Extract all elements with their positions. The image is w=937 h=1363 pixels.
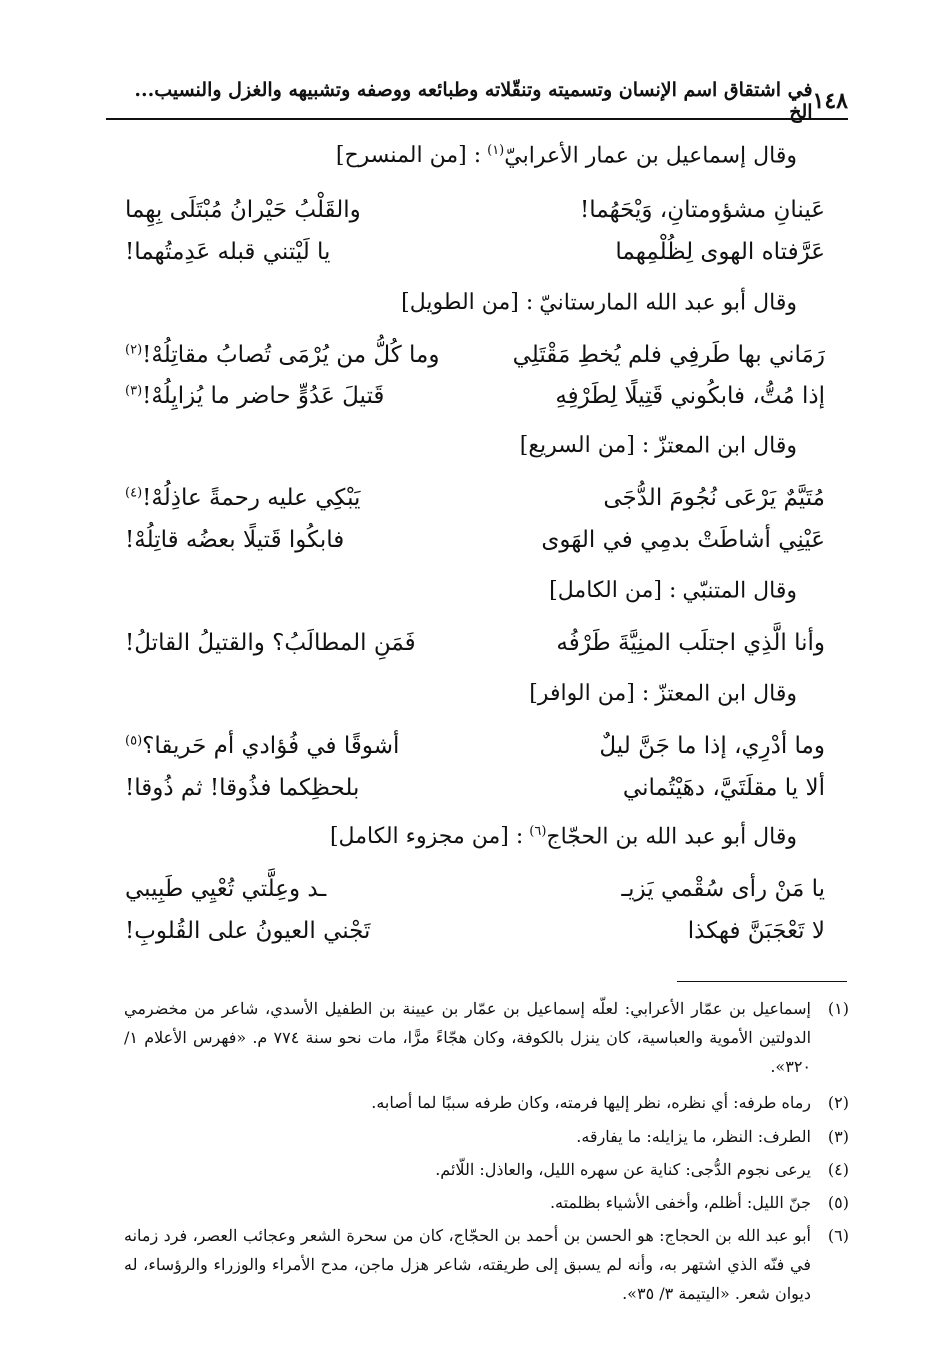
- meter-label: : [من الوافر]: [529, 681, 650, 707]
- second-hemistich-text: قَتيلَ عَدُوٍّ حاضر ما يُزايِلُهْ!: [142, 383, 385, 409]
- first-hemistich: مُتَيَّمٌ يَرْعَى نُجُومَ الدُّجَى: [603, 485, 825, 511]
- second-hemistich-text: وما كُلُّ من يُرْمَى تُصابُ مقاتِلُهْ!: [142, 342, 440, 368]
- footnote-text: رماه طرفه: أي نظره، نظر إليها فرمته، وكان طرفه سببًا لما أصابه.: [371, 1093, 811, 1112]
- footnote-number: (٣): [827, 1127, 849, 1146]
- verse-line: [125, 190, 825, 230]
- footnote-ref[interactable]: (٣): [125, 383, 143, 399]
- intro-text: وقال ابن المعتزّ: [655, 681, 797, 707]
- first-hemistich: عَينانِ مشؤومتانِ، وَيْحَهُما!: [579, 197, 825, 223]
- second-hemistich-text: ـد وعِلَّتي تُعْيِي طَبِيبي: [125, 876, 327, 902]
- intro-text: وقال ابن المعتزّ: [655, 433, 797, 459]
- meter-label: : [من الطويل]: [401, 290, 534, 316]
- footnote-ref[interactable]: (٤): [125, 485, 143, 501]
- intro-text: وقال أبو عبد الله بن الحجّاج: [546, 824, 797, 850]
- second-hemistich-text: أشوقًا في فُؤادي أم حَريقا؟: [142, 733, 400, 759]
- meter-label: : [من مجزوء الكامل]: [329, 824, 524, 850]
- verse-line: [125, 768, 825, 808]
- second-hemistich: [125, 918, 450, 944]
- second-hemistich-text: والقَلْبُ حَيْرانُ مُبْتَلَى بِهِما: [125, 197, 361, 223]
- verse-line: [125, 335, 825, 375]
- meter-label: : [من المنسرح]: [335, 143, 482, 169]
- first-hemistich: ألا يا مقلَتَيَّ، دهَيْتُماني: [622, 775, 825, 801]
- second-hemistich-text: يا لَيْتني قبله عَدِمتُهما!: [125, 239, 331, 265]
- page-header: [106, 79, 848, 123]
- intro-text: وقال أبو عبد الله المارستانيّ: [539, 290, 797, 316]
- verse-line: [125, 623, 825, 663]
- verse-line: [125, 478, 825, 518]
- footnote-number: (٥): [827, 1193, 849, 1212]
- intro-text: وقال المتنبّي: [682, 578, 797, 604]
- running-title: في اشتقاق اسم الإنسان وتسميته وتنقّلاته وطبائعه ووصفه وتشبيهه والغزل والنسيب... الخ: [134, 79, 813, 123]
- footnote-ref[interactable]: (٦): [529, 824, 547, 839]
- poem-intro: [117, 290, 797, 315]
- first-hemistich: لا تَعْجَبَنَّ فهكذا: [687, 918, 825, 944]
- footnote: [124, 1221, 849, 1308]
- second-hemistich: [125, 630, 450, 656]
- second-hemistich-text: فَمَنِ المطالَبُ؟ والقتيلُ القاتلُ!: [125, 630, 416, 656]
- footnote-text: أبو عبد الله بن الحجاج: هو الحسن بن أحمد بن الحجّاج، كان من سحرة الشعر وعجائب العصر، فرد زمانه في فنّه الذي اشتهر به، وأنه لم يسبق إلى طريقته، شاعر هزل ماجن، مدح الأمراء والوزراء والرؤساء، له ديوان شعر. «اليتيمة ٣/ ٣٥».: [124, 1226, 811, 1303]
- verse-line: [125, 911, 825, 951]
- second-hemistich: [125, 775, 450, 801]
- footnote-ref[interactable]: (٥): [125, 733, 143, 749]
- second-hemistich: [125, 197, 450, 223]
- second-hemistich: [125, 239, 450, 265]
- footnote-number: (١): [827, 999, 849, 1018]
- footnote: [124, 1088, 849, 1117]
- first-hemistich: يا مَنْ رأى سُقْمي يَزيـ: [621, 876, 825, 902]
- footnote: [124, 1188, 849, 1217]
- verse-line: [125, 376, 825, 416]
- poem-intro: [117, 578, 797, 603]
- footnote-text: الطرف: النظر، ما يزايله: ما يفارقه.: [576, 1127, 811, 1146]
- second-hemistich: [125, 383, 450, 409]
- second-hemistich: [125, 342, 450, 368]
- poem-intro: [117, 824, 797, 849]
- first-hemistich: رَمَاني بها طَرفِي فلم يُخطِ مَقْتَلِي: [512, 342, 825, 368]
- second-hemistich: [125, 733, 450, 759]
- first-hemistich: عَيْنِي أشاطَتْ بدمِي في الهَوى: [541, 527, 825, 553]
- footnote-ref[interactable]: (١): [487, 143, 505, 158]
- second-hemistich: [125, 527, 450, 553]
- meter-label: : [من الكامل]: [549, 578, 677, 604]
- meter-label: : [من السريع]: [519, 433, 650, 459]
- verse-line: [125, 232, 825, 272]
- footnote-text: جنّ الليل: أظلم، وأخفى الأشياء بظلمته.: [549, 1193, 811, 1212]
- second-hemistich-text: يَبْكِي عليه رحمةً عاذِلُهْ!: [142, 485, 361, 511]
- verse-line: [125, 869, 825, 909]
- poem-intro: [117, 143, 797, 168]
- footnote-ref[interactable]: (٢): [125, 342, 143, 358]
- poem-intro: [117, 433, 797, 458]
- second-hemistich-text: تَجْني العيونُ على القُلوبِ!: [125, 918, 371, 944]
- footnote: [124, 994, 849, 1081]
- footnote-text: إسماعيل بن عمّار الأعرابي: لعلّه إسماعيل بن عمّار بن عيينة بن الطفيل الأسدي، شاعر من مخضرمي الدولتين الأموية والعباسية، كان ينزل بالكوفة، وكان هجّاءً مرًّا، مات نحو سنة ٧٧٤ م. «فهرس الأعلام ١/ ٣٢٠».: [124, 999, 812, 1076]
- footnote-number: (٤): [827, 1160, 849, 1179]
- first-hemistich: عَرَّفتاه الهوى لِظُلْمِهما: [615, 239, 825, 265]
- footnote-text: يرعى نجوم الدُّجى: كناية عن سهره الليل، والعاذل: اللّائم.: [435, 1160, 811, 1179]
- second-hemistich: [125, 876, 450, 902]
- first-hemistich: إذا مُتُّ، فابكُوني قَتِيلًا لِطَرْفِهِ: [555, 383, 825, 409]
- intro-text: وقال إسماعيل بن عمار الأعرابيّ: [504, 143, 797, 169]
- footnote-divider: [677, 981, 847, 982]
- verse-line: [125, 520, 825, 560]
- footnote: [124, 1155, 849, 1184]
- second-hemistich-text: بلحظِكما فذُوقا! ثم ذُوقا!: [125, 775, 360, 801]
- footnote-number: (٢): [827, 1093, 849, 1112]
- second-hemistich: [125, 485, 450, 511]
- second-hemistich-text: فابكُوا قَتيلًا بعضُه قاتِلُهْ!: [125, 527, 345, 553]
- page-number: ١٤٨: [812, 88, 848, 114]
- verse-line: [125, 726, 825, 766]
- first-hemistich: وأنا الَّذِي اجتلَب المنِيَّةَ طَرْفُه: [556, 630, 825, 656]
- poem-intro: [117, 681, 797, 706]
- footnote-number: (٦): [827, 1226, 849, 1245]
- first-hemistich: وما أدْرِي، إذا ما جَنَّ ليلٌ: [599, 733, 825, 759]
- footnote: [124, 1122, 849, 1151]
